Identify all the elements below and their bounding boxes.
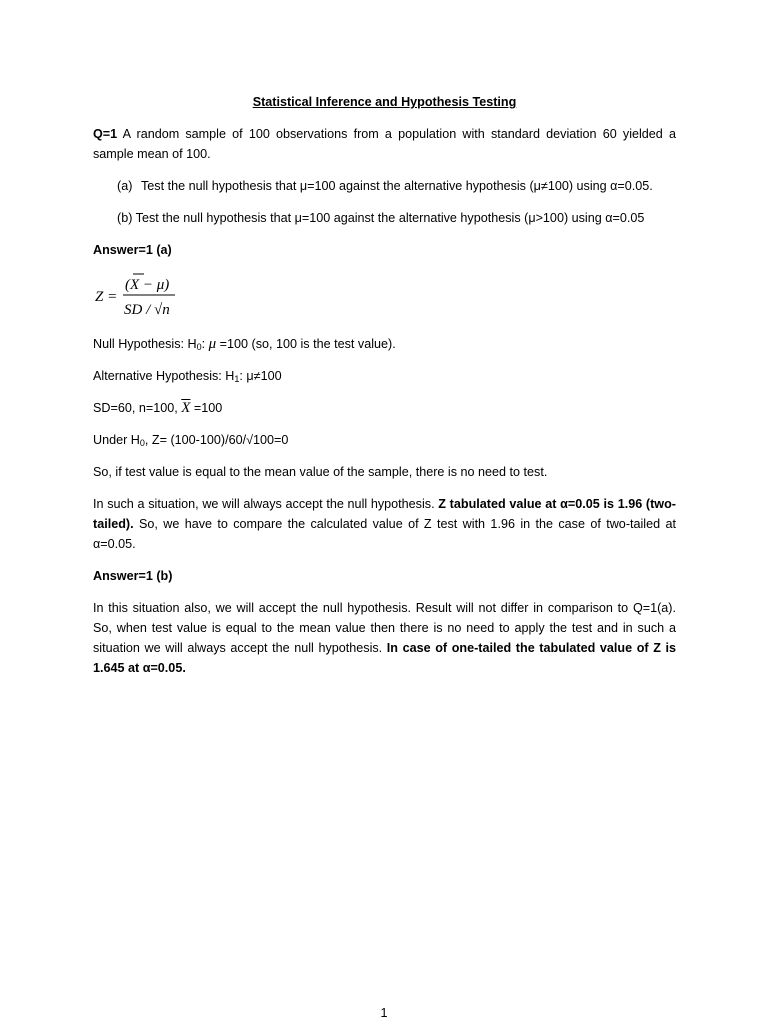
null-subscript: 0 xyxy=(196,342,202,352)
null-rest: =100 (so, 100 is the test value). xyxy=(216,337,396,351)
document-title: Statistical Inference and Hypothesis Testing xyxy=(252,95,517,109)
under-rest: , Z= (100-100)/60/√100=0 xyxy=(144,433,289,447)
answer-b-heading: Answer=1 (b) xyxy=(93,569,173,583)
given-suffix: =100 xyxy=(190,401,223,415)
xbar-symbol: $\overline{X}$ xyxy=(181,400,191,416)
alt-label: Alternative Hypothesis: H xyxy=(93,369,235,383)
situation-paragraph xyxy=(93,494,676,554)
formula-numerator: (X − μ) xyxy=(125,277,170,293)
answer-b-text: In this situation also, we will accept the null hypothesis. Result will not differ in comparison to Q=1(a). So, when test value is equal to the mean value then there is no need to apply the test and in such a situation we will always accept the null hypothesis. xyxy=(93,601,676,655)
under-h0-calculation xyxy=(93,430,676,450)
answer-b-paragraph xyxy=(93,598,676,678)
question-paragraph xyxy=(93,124,676,164)
given-prefix: SD=60, n=100, xyxy=(93,401,182,415)
answer-a-heading: Answer=1 (a) xyxy=(93,243,172,257)
situation-bold: Z tabulated value at α=0.05 is 1.96 (two-tailed). xyxy=(93,497,676,531)
null-hypothesis xyxy=(93,334,676,354)
part-a-label: (a) xyxy=(117,179,133,193)
z-formula-graphic xyxy=(95,272,215,320)
answer-b-bold: In case of one-tailed the tabulated value of Z is 1.645 at α=0.05. xyxy=(93,641,677,675)
alt-rest: : μ≠100 xyxy=(239,369,282,383)
question-part-a xyxy=(117,176,676,196)
null-colon: : xyxy=(201,337,206,351)
question-prefix: Q=1 xyxy=(93,127,118,141)
situation-text-2: So, we have to compare the calculated value of Z test with 1.96 in the case of two-tailed at α=0.05. xyxy=(93,517,676,551)
given-values xyxy=(93,398,676,418)
z-formula xyxy=(95,272,676,320)
null-mu-symbol: μ xyxy=(208,336,217,352)
alternative-hypothesis xyxy=(93,366,676,386)
page-number: 1 xyxy=(380,1006,388,1020)
null-label: Null Hypothesis: H xyxy=(93,337,197,351)
situation-text-1: In such a situation, we will always accept the null hypothesis. xyxy=(93,497,439,511)
question-part-b: (b) Test the null hypothesis that μ=100 against the alternative hypothesis (μ>100) using α=0.05 xyxy=(117,211,645,225)
document-body xyxy=(93,92,676,690)
so-statement: So, if test value is equal to the mean value of the sample, there is no need to test. xyxy=(93,465,548,479)
formula-lhs: Z = xyxy=(95,289,118,305)
alt-subscript: 1 xyxy=(234,374,240,384)
under-prefix: Under H xyxy=(93,433,140,447)
part-a-text: Test the null hypothesis that μ=100 against the alternative hypothesis (μ≠100) using α=0.05. xyxy=(141,179,653,193)
question-text: A random sample of 100 observations from a population with standard deviation 60 yielded a sample mean of 100. xyxy=(93,127,676,161)
under-subscript: 0 xyxy=(139,438,145,448)
formula-denominator: SD / √n xyxy=(124,302,170,318)
